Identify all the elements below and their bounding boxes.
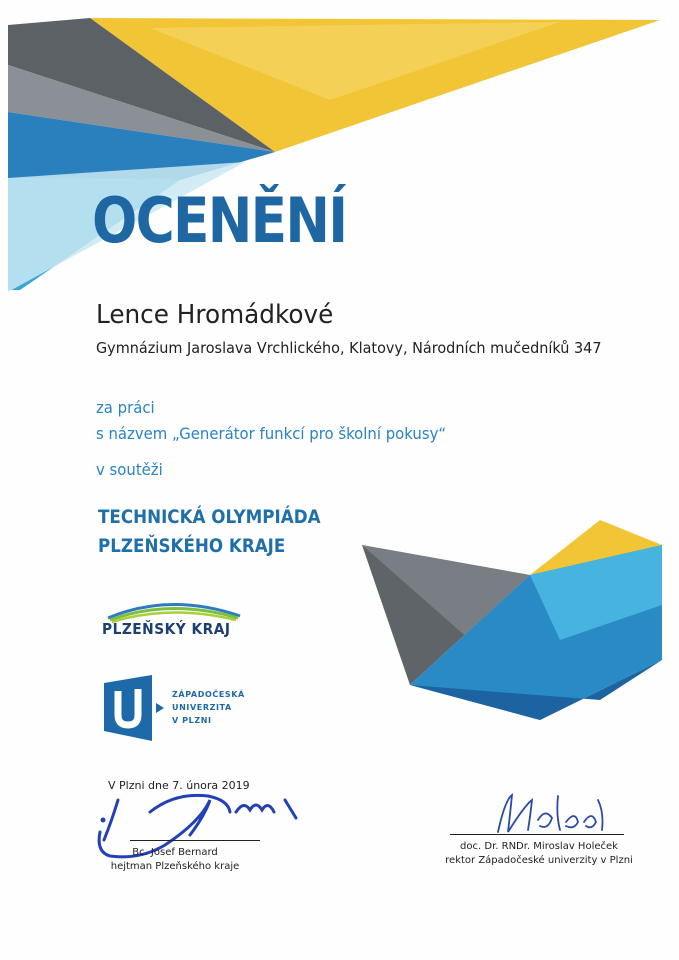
zcu-u-logo-icon <box>104 675 166 741</box>
right-light-blue-shape <box>530 545 662 640</box>
place-and-date: V Plzni dne 7. února 2019 <box>108 779 250 792</box>
for-work-label: za práci <box>96 398 155 417</box>
work-title: s názvem „Generátor funkcí pro školní pokusy“ <box>96 424 447 443</box>
right-dark-blue-shape <box>410 660 662 720</box>
competition-label: v soutěži <box>96 460 163 479</box>
recipient-school: Gymnázium Jaroslava Vrchlického, Klatovy, Národních mučedníků 347 <box>96 339 602 357</box>
university-line3: V PLZNI <box>172 716 212 725</box>
university-line1: ZÁPADOČESKÁ <box>172 690 245 699</box>
signatory-left-name: Bc. Josef Bernard <box>132 847 218 858</box>
university-line2: UNIVERZITA <box>172 703 232 712</box>
university-logo-text <box>172 688 245 727</box>
right-gold-shape <box>530 520 662 590</box>
right-blue-shape <box>410 545 662 720</box>
signatory-right-name: doc. Dr. RNDr. Miroslav Holeček <box>460 841 618 852</box>
region-logo-text: PLZEŇSKÝ KRAJ <box>102 620 231 638</box>
competition-title-line1: TECHNICKÁ OLYMPIÁDA <box>98 506 321 528</box>
recipient-name: Lence Hromádkové <box>96 300 334 330</box>
award-title: OCENĚNÍ <box>92 184 347 257</box>
signatory-left-role: hejtman Plzeňského kraje <box>110 861 240 872</box>
competition-title-line2: PLZEŇSKÉHO KRAJE <box>98 535 286 557</box>
signatory-left <box>100 846 250 874</box>
signatory-right <box>420 840 658 868</box>
competition-title <box>98 503 321 561</box>
signatory-right-role: rektor Západočeské univerzity v Plzni <box>445 855 633 866</box>
right-gray-shape <box>362 545 530 685</box>
signature-line-left <box>130 840 260 841</box>
right-gray-light-shape <box>362 545 530 640</box>
signature-line-right <box>450 834 624 835</box>
